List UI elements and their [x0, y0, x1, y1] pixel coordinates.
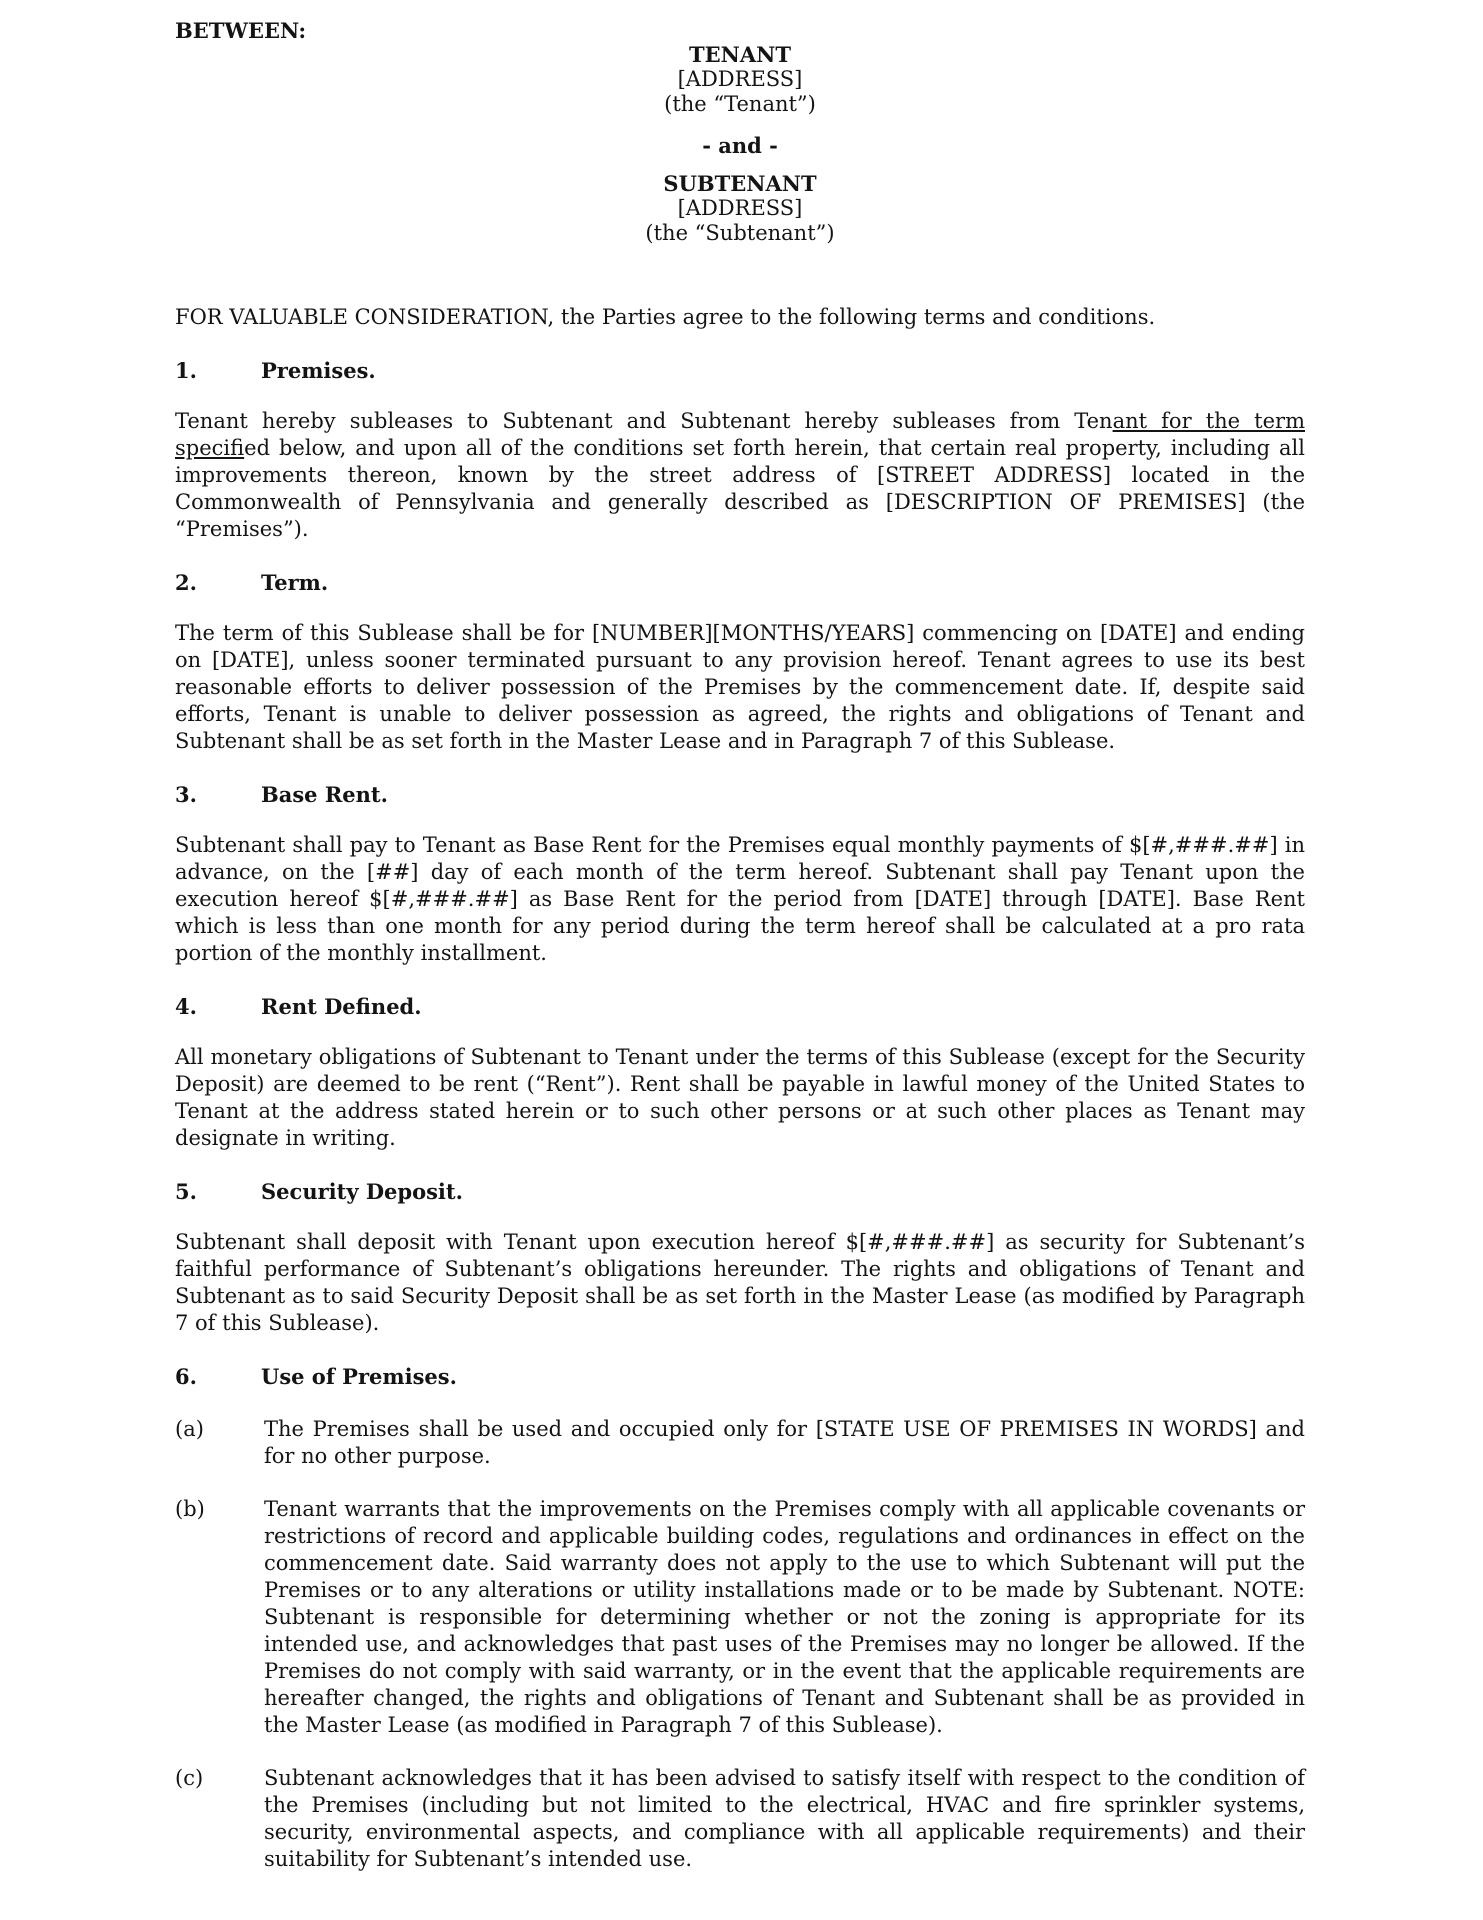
subtenant-party-address: [ADDRESS]	[677, 196, 803, 220]
section-5-number: 5.	[175, 1179, 197, 1204]
tenant-party-alias: (the “Tenant”)	[664, 92, 816, 116]
clause-a	[175, 1416, 1305, 1470]
underlined-phrase: ant for the term specif	[175, 409, 1305, 460]
clause-b	[175, 1496, 1305, 1739]
clause-b-label: (b)	[175, 1497, 205, 1521]
section-1-number: 1.	[175, 358, 197, 383]
clause-c	[175, 1765, 1305, 1873]
section-6-title: Use of Premises.	[261, 1364, 457, 1389]
section-3-heading	[175, 781, 1305, 808]
tenant-party-address: [ADDRESS]	[677, 67, 803, 91]
section-5-heading	[175, 1178, 1305, 1205]
and-separator: - and -	[702, 133, 778, 158]
section-3-title: Base Rent.	[261, 782, 388, 807]
section-4-paragraph: All monetary obligations of Subtenant to Tenant under the terms of this Sublease (except for the Security Deposit) are deemed to be rent (“Rent”). Rent shall be payable in lawful money of the United States to Tenant at the address stated herein or to such other persons or at such other places as Tenant may designate in writing.	[175, 1045, 1305, 1150]
subtenant-party-block	[175, 171, 1305, 246]
tenant-party-block	[175, 42, 1305, 117]
section-5-title: Security Deposit.	[261, 1179, 463, 1204]
section-4-number: 4.	[175, 994, 197, 1019]
subtenant-party-name: SUBTENANT	[663, 171, 817, 196]
section-2-paragraph: The term of this Sublease shall be for [NUMBER][MONTHS/YEARS] commencing on [DATE] and ending on [DATE], unless sooner terminated pursuant to any provision hereof. Tenant agrees to use its best reasonable efforts to deliver possession of the Premises by the commencement date. If, despite said efforts, Tenant is unable to deliver possession as agreed, the rights and obligations of Tenant and Subtenant shall be as set forth in the Master Lease and in Paragraph 7 of this Sublease.	[175, 621, 1305, 753]
section-3-paragraph: Subtenant shall pay to Tenant as Base Rent for the Premises equal monthly payments of $[#,###.##] in advance, on the [##] day of each month of the term hereof. Subtenant shall pay Tenant upon the execution hereof $[#,###.##] as Base Rent for the period from [DATE] through [DATE]. Base Rent which is less than one month for any period during the term hereof shall be calculated at a pro rata portion of the monthly installment.	[175, 833, 1305, 965]
section-6-number: 6.	[175, 1364, 197, 1389]
clause-a-text: The Premises shall be used and occupied only for [STATE USE OF PREMISES IN WORDS] and for no other purpose.	[264, 1417, 1305, 1468]
section-5-paragraph: Subtenant shall deposit with Tenant upon execution hereof $[#,###.##] as security for Subtenant’s faithful performance of Subtenant’s obligations hereunder. The rights and obligations of Tenant and Subtenant as to said Security Deposit shall be as set forth in the Master Lease (as modified by Paragraph 7 of this Sublease).	[175, 1230, 1305, 1335]
section-1-heading	[175, 357, 1305, 384]
section-1-paragraph	[175, 408, 1305, 543]
subtenant-party-alias: (the “Subtenant”)	[645, 221, 835, 245]
clause-c-label: (c)	[175, 1766, 204, 1790]
section-1-text-post: ied below, and upon all of the conditions set forth herein, that certain real property, including all improvements thereon, known by the street address of [STREET ADDRESS] located in the Commonwealth of Pennsylvania and generally described as [DESCRIPTION OF PREMISES] (the “Premises”).	[175, 436, 1305, 541]
section-4-title: Rent Defined.	[261, 994, 422, 1019]
section-6-heading	[175, 1363, 1305, 1390]
between-label: BETWEEN:	[175, 18, 307, 43]
section-2-number: 2.	[175, 570, 197, 595]
section-1-text-pre: Tenant hereby subleases to Subtenant and Subtenant hereby subleases from Ten	[175, 409, 1113, 433]
clause-a-label: (a)	[175, 1417, 204, 1441]
section-2-title: Term.	[261, 570, 329, 595]
tenant-party-name: TENANT	[689, 42, 791, 67]
consideration-statement: FOR VALUABLE CONSIDERATION, the Parties agree to the following terms and conditions.	[175, 305, 1156, 329]
section-3-number: 3.	[175, 782, 197, 807]
section-4-heading	[175, 993, 1305, 1020]
clause-b-text: Tenant warrants that the improvements on the Premises comply with all applicable covenants or restrictions of record and applicable building codes, regulations and ordinances in effect on the commencement date. Said warranty does not apply to the use to which Subtenant will put the Premises or to any alterations or utility installations made or to be made by Subtenant. NOTE: Subtenant is responsible for determining whether or not the zoning is appropriate for its intended use, and acknowledges that past uses of the Premises may no longer be allowed. If the Premises do not comply with said warranty, or in the event that the applicable requirements are hereafter changed, the rights and obligations of Tenant and Subtenant shall be as provided in the Master Lease (as modified in Paragraph 7 of this Sublease).	[264, 1497, 1305, 1737]
section-1-title: Premises.	[261, 358, 376, 383]
section-2-heading	[175, 569, 1305, 596]
clause-c-text: Subtenant acknowledges that it has been advised to satisfy itself with respect to the condition of the Premises (including but not limited to the electrical, HVAC and fire sprinkler systems, security, environmental aspects, and compliance with all applicable requirements) and their suitability for Subtenant’s intended use.	[264, 1766, 1305, 1871]
